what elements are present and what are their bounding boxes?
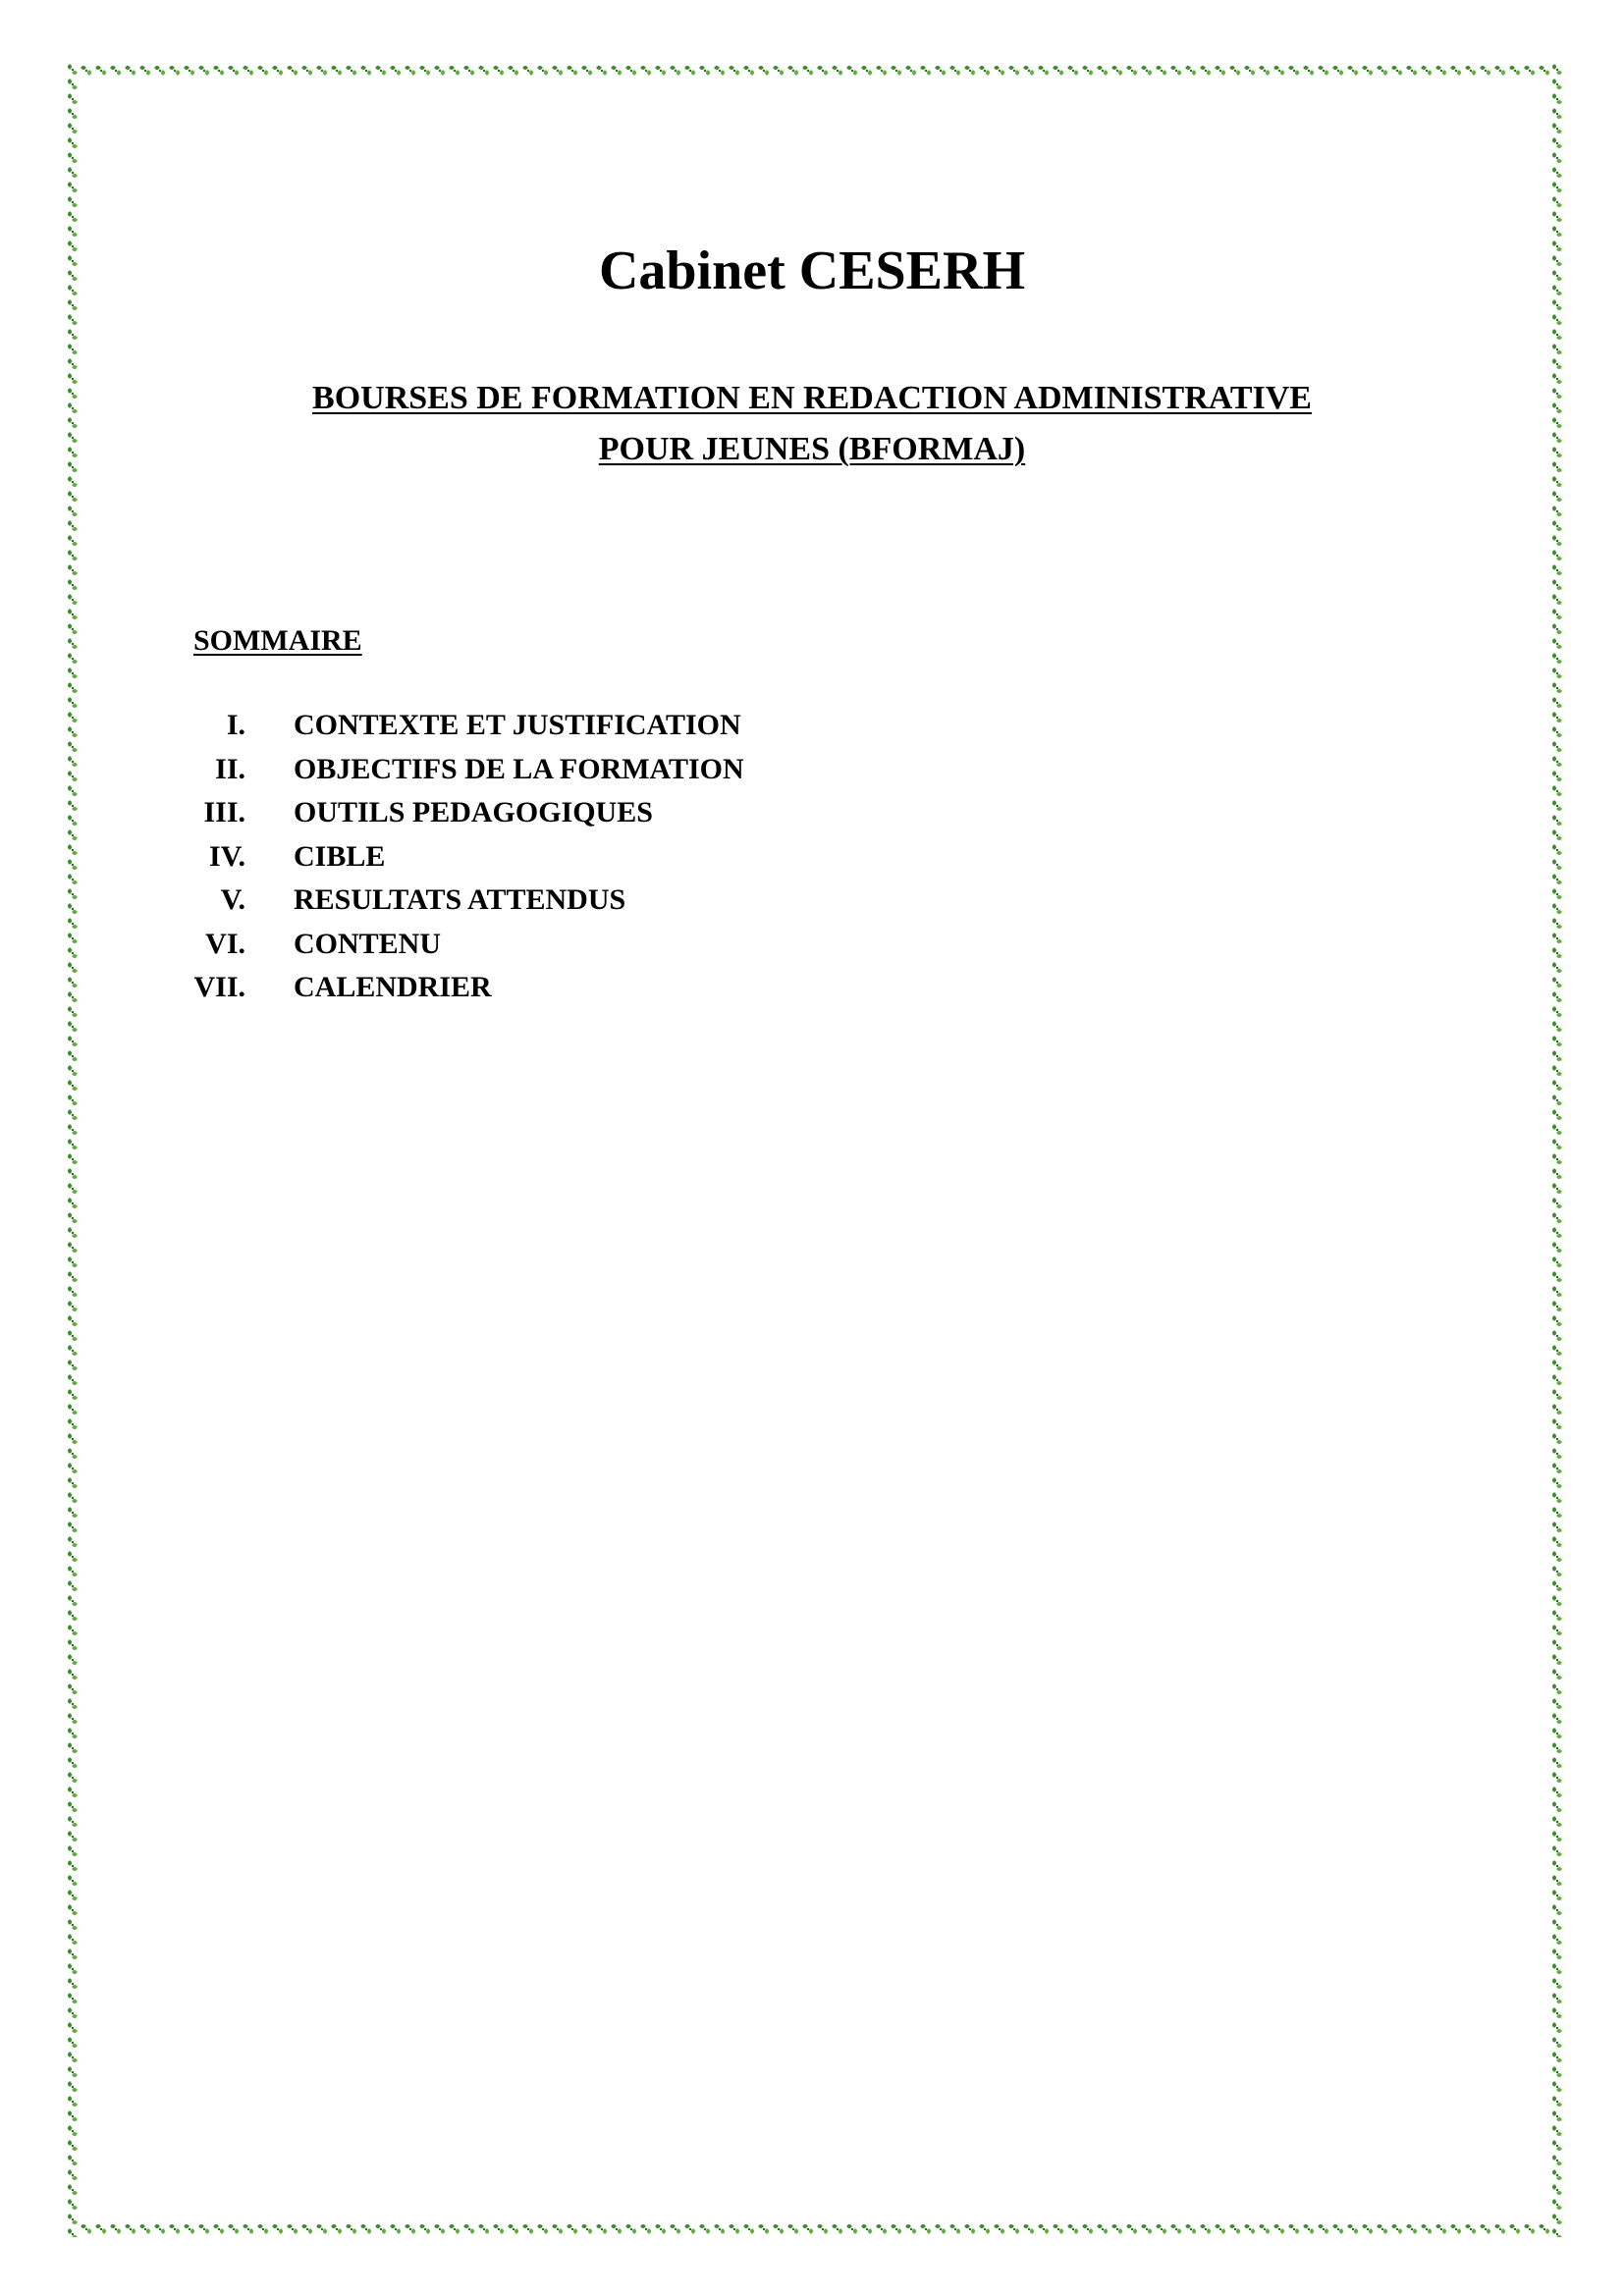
toc-item-number: V.	[220, 883, 245, 916]
toc-item-label: RESULTATS ATTENDUS	[294, 883, 626, 916]
toc-item	[147, 709, 1031, 753]
document-subtitle	[0, 373, 1624, 475]
toc-item-label: CALENDRIER	[294, 971, 492, 1003]
toc-item	[147, 928, 1031, 972]
toc-item-number: II.	[215, 752, 245, 785]
toc-item-label: OUTILS PEDAGOGIQUES	[294, 796, 653, 828]
toc-item	[147, 753, 1031, 797]
toc-heading: SOMMAIRE	[193, 624, 362, 657]
toc-item-number: I.	[226, 709, 245, 741]
toc-item-number: IV.	[209, 839, 245, 873]
toc-item	[147, 796, 1031, 840]
subtitle-line-2: POUR JEUNES (BFORMAJ)	[598, 431, 1026, 467]
subtitle-line-1: BOURSES DE FORMATION EN REDACTION ADMINISTRATIVE	[312, 380, 1312, 416]
toc-item-number: VI.	[205, 927, 245, 960]
border-top	[65, 63, 1565, 79]
toc-item	[147, 883, 1031, 928]
toc-item-label: CONTEXTE ET JUSTIFICATION	[294, 709, 741, 741]
toc-item-number: III.	[203, 796, 245, 828]
toc-item-number: VII.	[193, 971, 245, 1003]
toc-item	[147, 971, 1031, 1015]
toc-item-label: CIBLE	[294, 839, 386, 873]
toc-item-label: OBJECTIFS DE LA FORMATION	[294, 752, 744, 785]
toc-item-label: CONTENU	[294, 927, 442, 960]
toc-item	[147, 840, 1031, 884]
table-of-contents	[147, 709, 1031, 1015]
border-bottom	[65, 2221, 1565, 2237]
document-title: Cabinet CESERH	[598, 240, 1026, 301]
